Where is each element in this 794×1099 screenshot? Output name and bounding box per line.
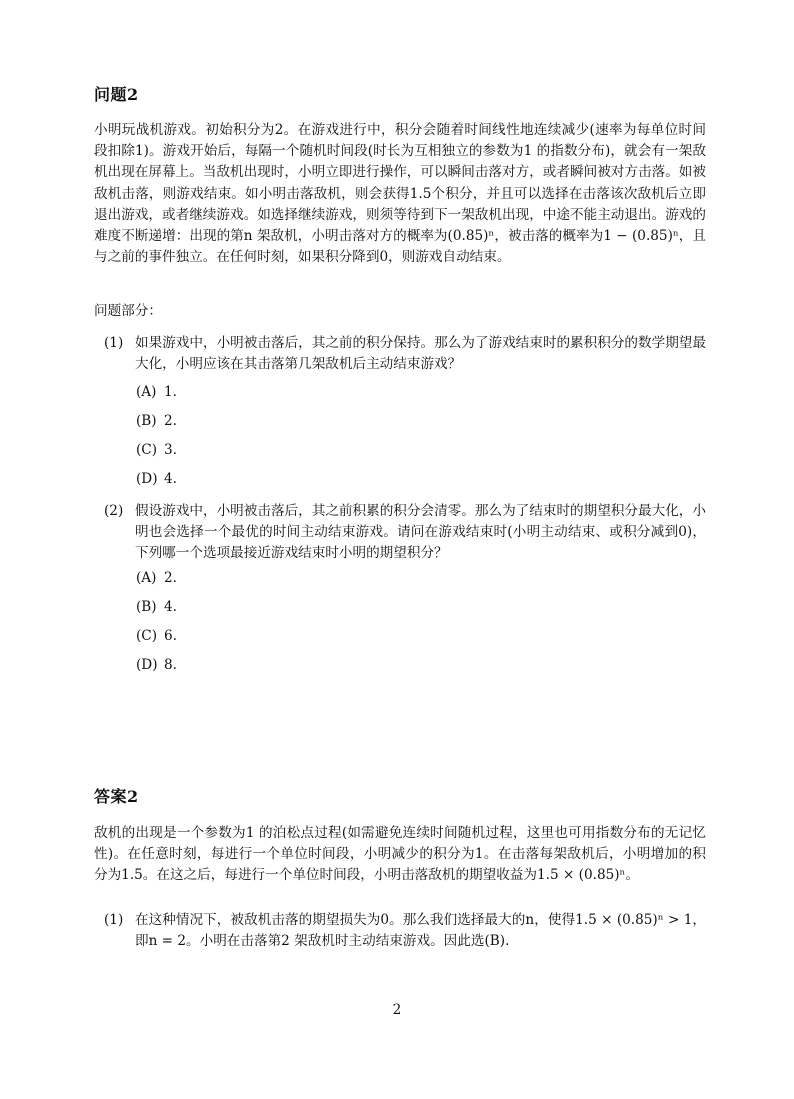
option-label: (C) [136, 628, 158, 644]
option-c [136, 442, 177, 458]
option-text: 3. [164, 442, 177, 458]
option-label: (A) [136, 384, 157, 400]
option-a [136, 384, 177, 400]
answer-item-1 [94, 910, 706, 952]
sub-question-2 [94, 501, 706, 565]
answer-item-number: (1) [104, 912, 124, 928]
option-text: 8. [164, 657, 177, 673]
page-number: 2 [392, 1002, 402, 1018]
option-c [136, 628, 177, 644]
answer-heading: 答案2 [94, 787, 139, 806]
question-body: 小明玩战机游戏。初始积分为2。在游戏进行中，积分会随着时间线性地连续减少(速率为每单位时间段扣除1)。游戏开始后，每隔一个随机时间段(时长为互相独立的参数为1 的指数分布)，就会有一架敌机出现在屏幕上。当敌机出现时，小明立即进行操作，可以瞬间击落对方，或者瞬间被对方击落。如被敌机击落，则游戏结束。如小明击落敌机，则会获得1.5个积分，并且可以选择在击落该次敌机后立即退出游戏，或者继续游戏。如选择继续游戏，则须等待到下一架敌机出现，中途不能主动退出。游戏的难度不断递增：出现的第n 架敌机，小明击落对方的概率为(0.85)ⁿ，被击落的概率为1 − (0.85)ⁿ，且与之前的事件独立。在任何时刻，如果积分降到0，则游戏自动结束。 [94, 122, 706, 266]
option-label: (A) [136, 570, 157, 586]
option-label: (B) [136, 599, 157, 615]
option-label: (C) [136, 442, 158, 458]
answer-body: 敌机的出现是一个参数为1 的泊松点过程(如需避免连续时间随机过程，这里也可用指数分布的无记忆性)。在任意时刻，每进行一个单位时间段，小明减少的积分为1。在击落每架敌机后，小明增加的积分为1.5。在这之后，每进行一个单位时间段，小明击落敌机的期望收益为1.5 × (0.85)ⁿ。 [94, 825, 706, 884]
option-text: 4. [164, 471, 177, 487]
sub-question-number: (1) [104, 335, 124, 351]
option-text: 6. [164, 628, 177, 644]
answer-item-text: 在这种情况下，被敌机击落的期望损失为0。那么我们选择最大的n，使得1.5 × (0.85)ⁿ > 1，即n = 2。小明在击落第2 架敌机时主动结束游戏。因此选(B). [135, 912, 706, 950]
option-text: 4. [164, 599, 177, 615]
sub-question-number: (2) [104, 503, 124, 519]
option-text: 1. [164, 384, 177, 400]
sub-question-text: 假设游戏中，小明被击落后，其之前积累的积分会清零。那么为了结束时的期望积分最大化，小明也会选择一个最优的时间主动结束游戏。请问在游戏结束时(小明主动结束、或积分减到0)，下列哪一个选项最接近游戏结束时小明的期望积分？ [135, 503, 706, 562]
question-heading: 问题2 [94, 85, 139, 104]
sub-question-1 [94, 333, 706, 375]
sub-questions-label: 问题部分： [94, 303, 162, 319]
option-label: (D) [136, 471, 158, 487]
option-d [136, 471, 177, 487]
option-text: 2. [164, 413, 177, 429]
option-b [136, 413, 177, 429]
option-label: (B) [136, 413, 157, 429]
sub-question-text: 如果游戏中，小明被击落后，其之前的积分保持。那么为了游戏结束时的累积积分的数学期望最大化，小明应该在其击落第几架敌机后主动结束游戏？ [135, 335, 706, 373]
option-label: (D) [136, 657, 158, 673]
option-text: 2. [164, 570, 177, 586]
option-a [136, 570, 177, 586]
option-b [136, 599, 177, 615]
option-d [136, 657, 177, 673]
